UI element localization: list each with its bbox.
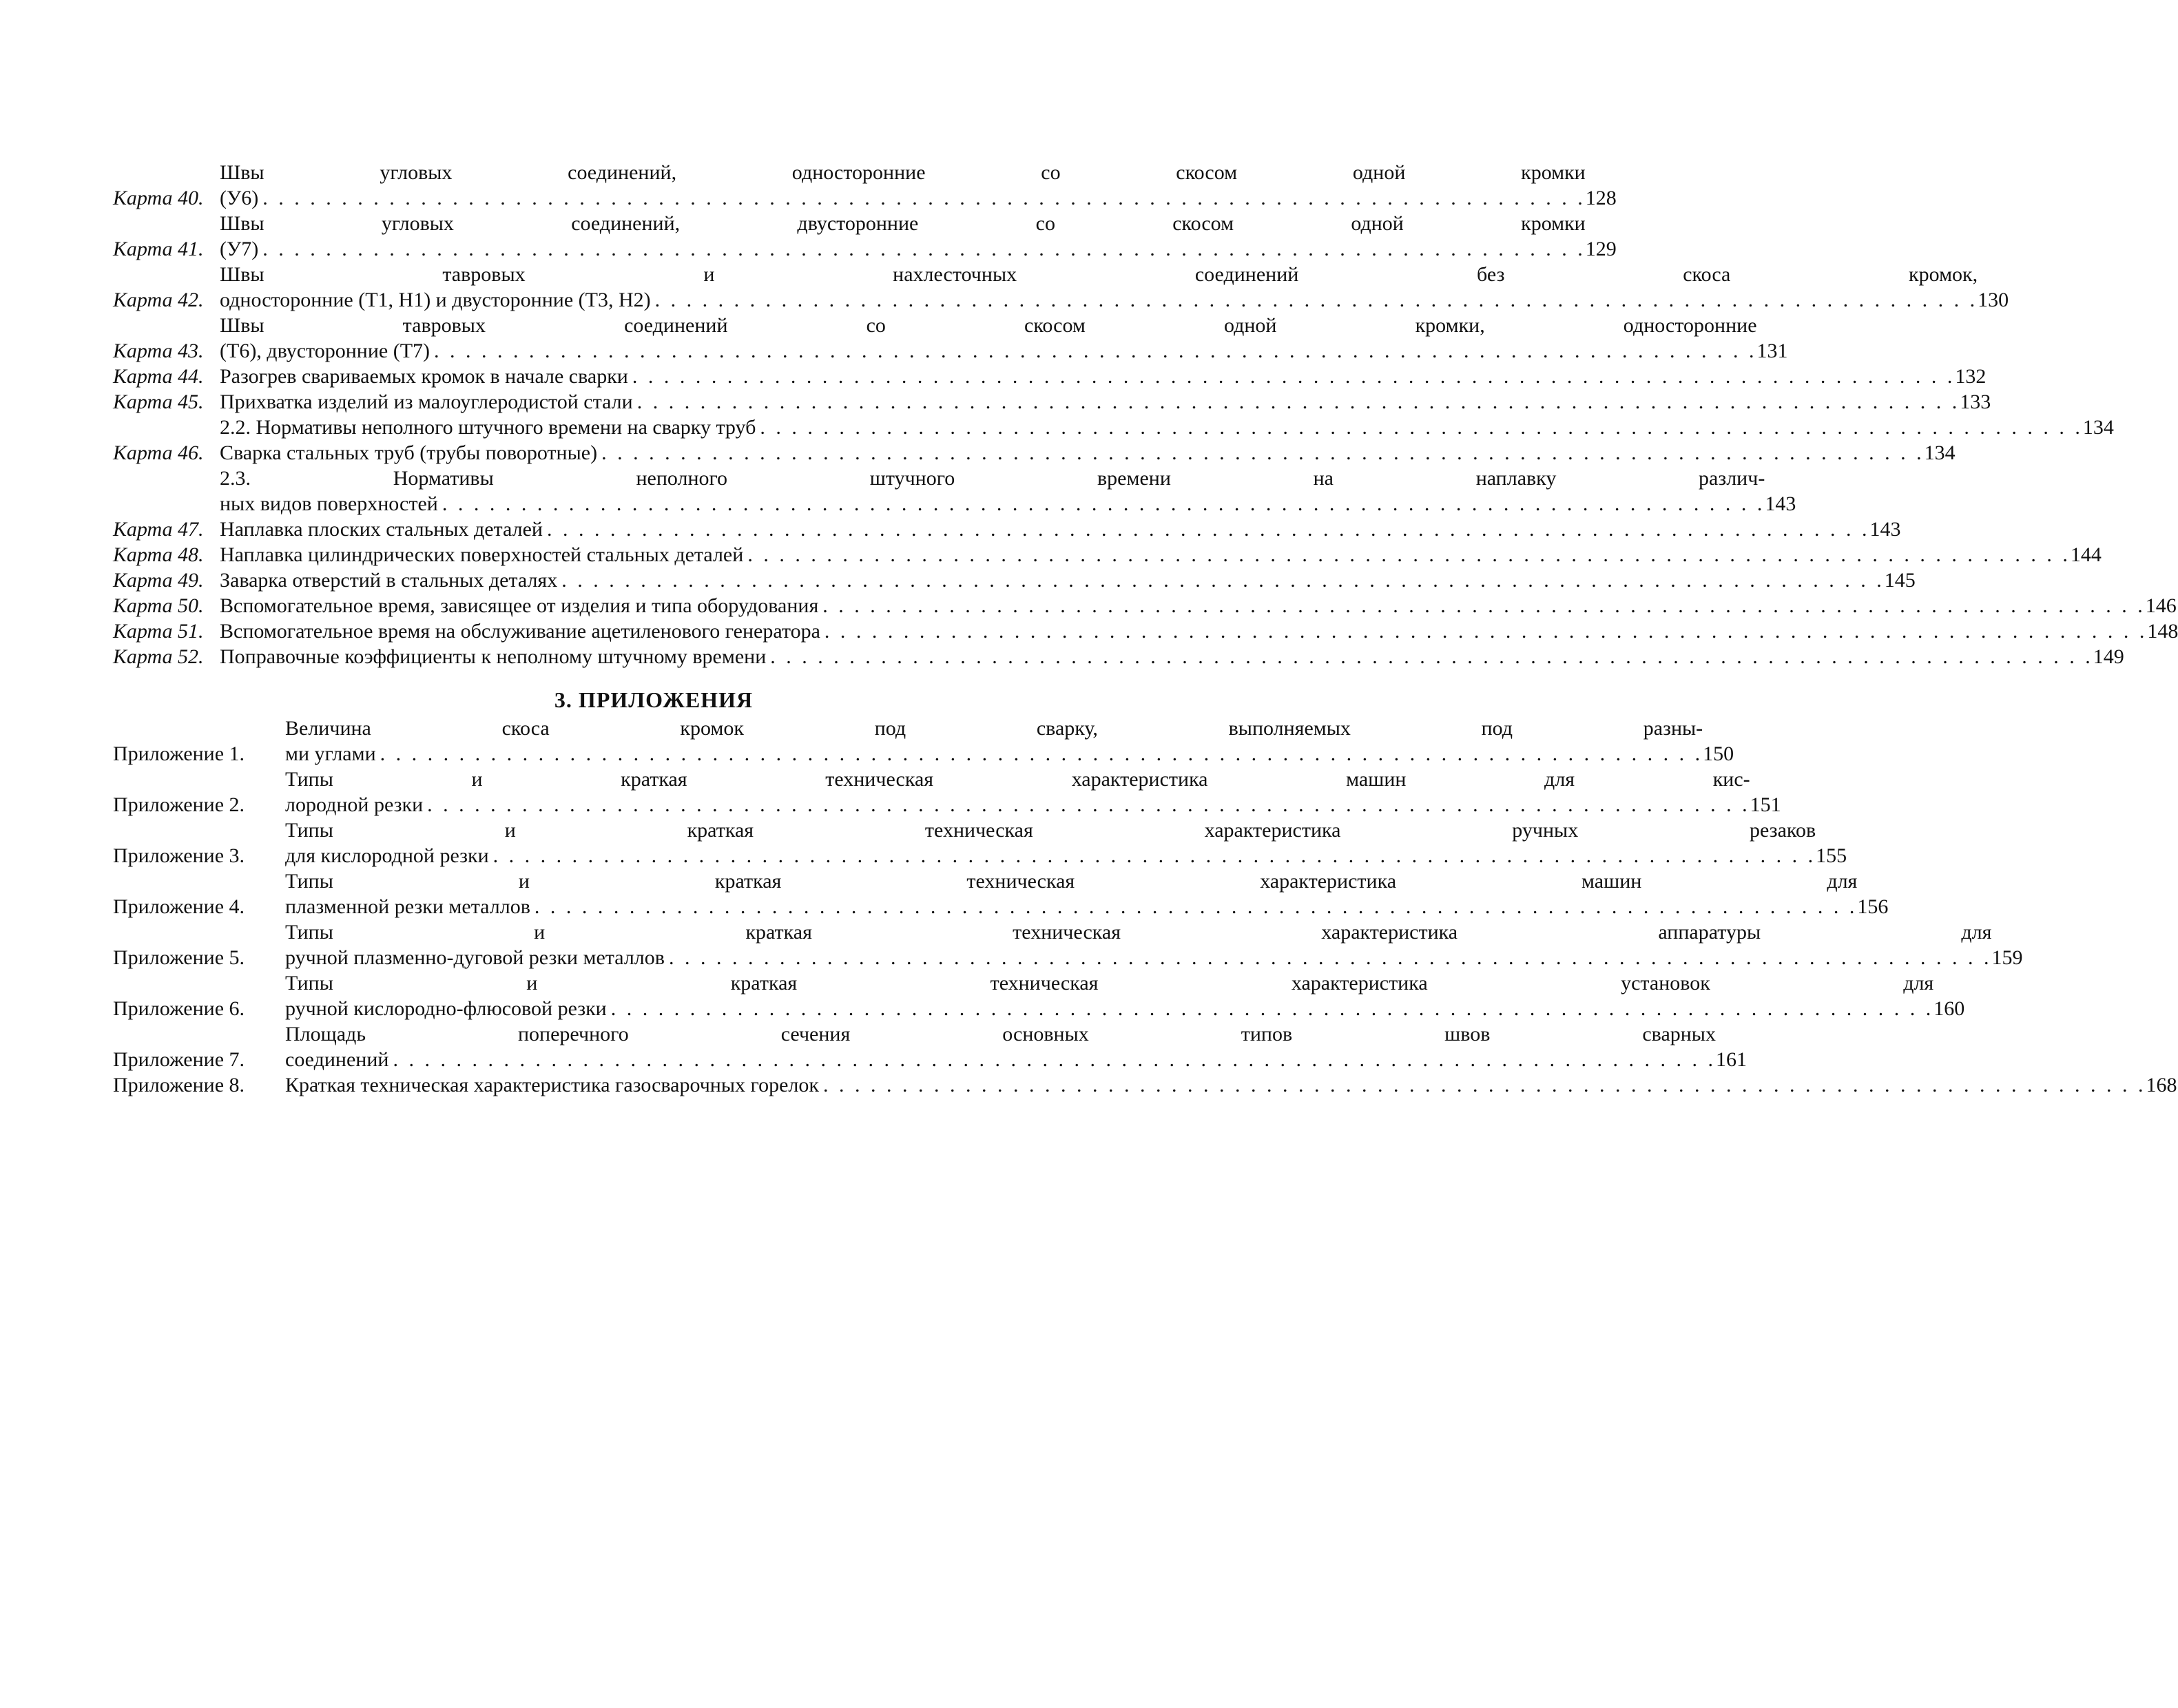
dot-leader xyxy=(611,996,1934,1021)
entry-title-last-line xyxy=(285,843,1816,868)
toc-entry xyxy=(113,644,2124,669)
entry-title-text: Краткая техническая характеристика газосварочных горелок xyxy=(285,1074,819,1096)
page-number: 161 xyxy=(1715,1048,1747,1071)
page-number: 131 xyxy=(1756,340,1788,362)
toc-entry xyxy=(113,415,2114,440)
appendix-entry xyxy=(113,817,1847,868)
appendix-entry xyxy=(113,970,1965,1021)
map-label: Карта 49. xyxy=(113,569,204,592)
toc-entry xyxy=(113,567,1916,593)
entry-title-last-line xyxy=(220,542,2071,567)
page-number: 156 xyxy=(1857,895,1889,918)
page-number: 133 xyxy=(1960,390,1991,413)
entry-title-text: Вспомогательное время, зависящее от изделия и типа оборудования xyxy=(220,594,819,617)
table-of-contents xyxy=(113,160,2178,1098)
appendix-label: Приложение 5. xyxy=(113,946,245,969)
appendix-label: Приложение 4. xyxy=(113,895,245,918)
page-number: 130 xyxy=(1978,289,2009,311)
page-number: 143 xyxy=(1765,492,1796,515)
entry-title xyxy=(220,542,2071,567)
entry-title-last-line xyxy=(220,364,1955,389)
appendix-label: Приложение 7. xyxy=(113,1048,245,1071)
map-label: Карта 41. xyxy=(113,238,204,260)
appendix-entry xyxy=(113,1021,1747,1072)
entry-title-last-line xyxy=(285,945,1991,970)
entry-title xyxy=(220,262,1978,313)
dot-leader xyxy=(655,287,1978,313)
dot-leader xyxy=(262,236,1586,262)
entry-title-last-line xyxy=(220,338,1757,364)
entry-title-last-line xyxy=(220,517,1869,542)
entry-title-text: Наплавка цилиндрических поверхностей стальных деталей xyxy=(220,543,744,566)
page-number: 155 xyxy=(1816,844,1847,867)
dot-leader xyxy=(760,415,2083,440)
entry-title-text: Наплавка плоских стальных деталей xyxy=(220,518,543,541)
entry-title-line: Типы и краткая техническая характеристика машин для xyxy=(285,870,1858,893)
entry-title-text: Поправочные коэффициенты к неполному штучному времени xyxy=(220,645,767,668)
map-entries xyxy=(113,160,2178,669)
dot-leader xyxy=(632,364,1956,389)
page-number: 134 xyxy=(1924,441,1956,464)
map-label: Карта 44. xyxy=(113,365,204,388)
page-number: 146 xyxy=(2145,594,2177,617)
toc-entry xyxy=(113,160,1617,211)
entry-title xyxy=(285,868,1857,919)
entry-title-line: Площадь поперечного сечения основных типов швов сварных xyxy=(285,1023,1716,1045)
map-label: Карта 43. xyxy=(113,340,204,362)
entry-title xyxy=(220,644,2093,669)
entry-title xyxy=(220,618,2147,644)
dot-leader xyxy=(822,593,2146,618)
entry-title-text: односторонние (Т1, Н1) и двусторонние (Т3, Н2) xyxy=(220,289,651,311)
entry-title xyxy=(220,440,1925,466)
toc-entry xyxy=(113,389,1991,415)
entry-title xyxy=(220,466,1765,517)
toc-entry xyxy=(113,440,1956,466)
entry-title-line: Швы тавровых и нахлесточных соединений без скоса кромок, xyxy=(220,263,1978,286)
page-number: 144 xyxy=(2070,543,2102,566)
appendix-entries xyxy=(113,716,2177,1098)
appendix-entry xyxy=(113,767,1781,817)
page-number: 151 xyxy=(1750,793,1781,816)
entry-title-last-line xyxy=(220,618,2147,644)
map-label: Карта 52. xyxy=(113,645,204,668)
dot-leader xyxy=(262,185,1586,211)
entry-title-text: Разогрев свариваемых кромок в начале сварки xyxy=(220,365,628,388)
entry-title xyxy=(220,517,1869,542)
dot-leader xyxy=(824,618,2148,644)
entry-title-text: Сварка стальных труб (трубы поворотные) xyxy=(220,441,598,464)
entry-title xyxy=(285,919,1991,970)
dot-leader xyxy=(601,440,1925,466)
dot-leader xyxy=(434,338,1757,364)
entry-title-line: Типы и краткая техническая характеристика аппаратуры для xyxy=(285,921,1992,944)
entry-title xyxy=(220,567,1885,593)
appendix-label: Приложение 2. xyxy=(113,793,245,816)
dot-leader xyxy=(442,491,1765,517)
entry-title-line: 2.3. Нормативы неполного штучного времени на наплавку различ- xyxy=(220,467,1765,490)
page-number: 134 xyxy=(2082,416,2114,439)
entry-title xyxy=(285,817,1816,868)
entry-title xyxy=(220,364,1955,389)
map-label: Карта 42. xyxy=(113,289,204,311)
appendix-entry xyxy=(113,1072,2177,1098)
map-label: Карта 48. xyxy=(113,543,204,566)
entry-title-line: Швы тавровых соединений со скосом одной кромки, односторонние xyxy=(220,314,1757,337)
entry-title-last-line xyxy=(220,491,1765,517)
dot-leader xyxy=(547,517,1870,542)
entry-title xyxy=(285,970,1933,1021)
map-label: Карта 46. xyxy=(113,441,204,464)
toc-entry xyxy=(113,542,2102,567)
entry-title xyxy=(285,767,1750,817)
dot-leader xyxy=(669,945,1992,970)
entry-title-last-line xyxy=(220,567,1885,593)
appendix-entry xyxy=(113,919,2023,970)
dot-leader xyxy=(823,1072,2146,1098)
page-number: 159 xyxy=(1991,946,2023,969)
entry-title-text: Вспомогательное время на обслуживание ацетиленового генератора xyxy=(220,620,820,643)
entry-title-last-line xyxy=(285,996,1933,1021)
entry-title-text: ми углами xyxy=(285,742,376,765)
entry-title xyxy=(220,211,1586,262)
dot-leader xyxy=(380,741,1703,767)
dot-leader xyxy=(770,644,2093,669)
toc-entry xyxy=(113,466,1796,517)
page-number: 128 xyxy=(1585,187,1617,209)
entry-title xyxy=(220,389,1960,415)
page-number: 168 xyxy=(2146,1074,2177,1096)
dot-leader xyxy=(427,792,1750,817)
entry-title xyxy=(285,716,1703,767)
entry-title-last-line xyxy=(285,741,1703,767)
entry-title-last-line xyxy=(285,1047,1716,1072)
appendix-entry xyxy=(113,716,1734,767)
entry-title-last-line xyxy=(220,644,2093,669)
page-number: 148 xyxy=(2147,620,2178,643)
entry-title-line: Типы и краткая техническая характеристика машин для кис- xyxy=(285,768,1750,791)
toc-entry xyxy=(113,313,1788,364)
entry-title xyxy=(220,415,2083,440)
appendix-label: Приложение 3. xyxy=(113,844,245,867)
entry-title-text: ных видов поверхностей xyxy=(220,492,438,515)
entry-title-last-line xyxy=(285,1072,2146,1098)
dot-leader xyxy=(393,1047,1716,1072)
entry-title-text: (Т6), двусторонние (Т7) xyxy=(220,340,431,362)
page-number: 143 xyxy=(1869,518,1901,541)
dot-leader xyxy=(637,389,1960,415)
toc-entry xyxy=(113,517,1901,542)
toc-entry xyxy=(113,618,2178,644)
entry-title-text: для кислородной резки xyxy=(285,844,489,867)
dot-leader xyxy=(561,567,1885,593)
entry-title-last-line xyxy=(220,185,1586,211)
page-number: 132 xyxy=(1955,365,1987,388)
appendix-label: Приложение 1. xyxy=(113,742,245,765)
map-label: Карта 50. xyxy=(113,594,204,617)
appendix-label: Приложение 8. xyxy=(113,1074,245,1096)
entry-title-text: (У7) xyxy=(220,238,259,260)
dot-leader xyxy=(493,843,1816,868)
page-number: 150 xyxy=(1703,742,1734,765)
appendix-entry xyxy=(113,868,1889,919)
entry-title-last-line xyxy=(220,236,1586,262)
entry-title-line: Швы угловых соединений, двусторонние со скосом одной кромки xyxy=(220,212,1586,235)
entry-title xyxy=(285,1072,2146,1098)
dot-leader xyxy=(747,542,2071,567)
entry-title xyxy=(285,1021,1716,1072)
entry-title-line: Швы угловых соединений, односторонние со скосом одной кромки xyxy=(220,161,1586,184)
toc-entry xyxy=(113,262,2009,313)
entry-title-line: Величина скоса кромок под сварку, выполняемых под разны- xyxy=(285,717,1703,740)
entry-title-line: Типы и краткая техническая характеристика ручных резаков xyxy=(285,819,1816,842)
entry-title xyxy=(220,160,1586,211)
entry-title-text: ручной кислородно-флюсовой резки xyxy=(285,997,607,1020)
entry-title-text: плазменной резки металлов xyxy=(285,895,530,918)
toc-entry xyxy=(113,593,2177,618)
entry-title-text: Прихватка изделий из малоуглеродистой стали xyxy=(220,390,633,413)
entry-title-text: лородной резки xyxy=(285,793,424,816)
entry-title-last-line xyxy=(220,440,1925,466)
page-number: 160 xyxy=(1933,997,1965,1020)
entry-title xyxy=(220,593,2146,618)
toc-entry xyxy=(113,211,1617,262)
entry-title-last-line xyxy=(285,792,1750,817)
entry-title-last-line xyxy=(220,593,2146,618)
map-label: Карта 47. xyxy=(113,518,204,541)
entry-title xyxy=(220,313,1757,364)
page-number: 149 xyxy=(2093,645,2124,668)
entry-title-text: Заварка отверстий в стальных деталях xyxy=(220,569,558,592)
entry-title-last-line xyxy=(220,389,1960,415)
entry-title-line: Типы и краткая техническая характеристика установок для xyxy=(285,972,1934,994)
entry-title-text: 2.2. Нормативы неполного штучного времени на сварку труб xyxy=(220,416,756,439)
toc-entry xyxy=(113,364,1987,389)
section-title: 3. ПРИЛОЖЕНИЯ xyxy=(554,687,754,712)
page-number: 145 xyxy=(1884,569,1916,592)
entry-title-text: ручной плазменно-дуговой резки металлов xyxy=(285,946,665,969)
dot-leader xyxy=(535,894,1858,919)
appendix-label: Приложение 6. xyxy=(113,997,245,1020)
entry-title-text: (У6) xyxy=(220,187,259,209)
map-label: Карта 45. xyxy=(113,390,204,413)
entry-title-last-line xyxy=(220,415,2083,440)
entry-title-last-line xyxy=(220,287,1978,313)
entry-title-last-line xyxy=(285,894,1857,919)
page-number: 129 xyxy=(1585,238,1617,260)
entry-title-text: соединений xyxy=(285,1048,389,1071)
map-label: Карта 51. xyxy=(113,620,204,643)
map-label: Карта 40. xyxy=(113,187,204,209)
